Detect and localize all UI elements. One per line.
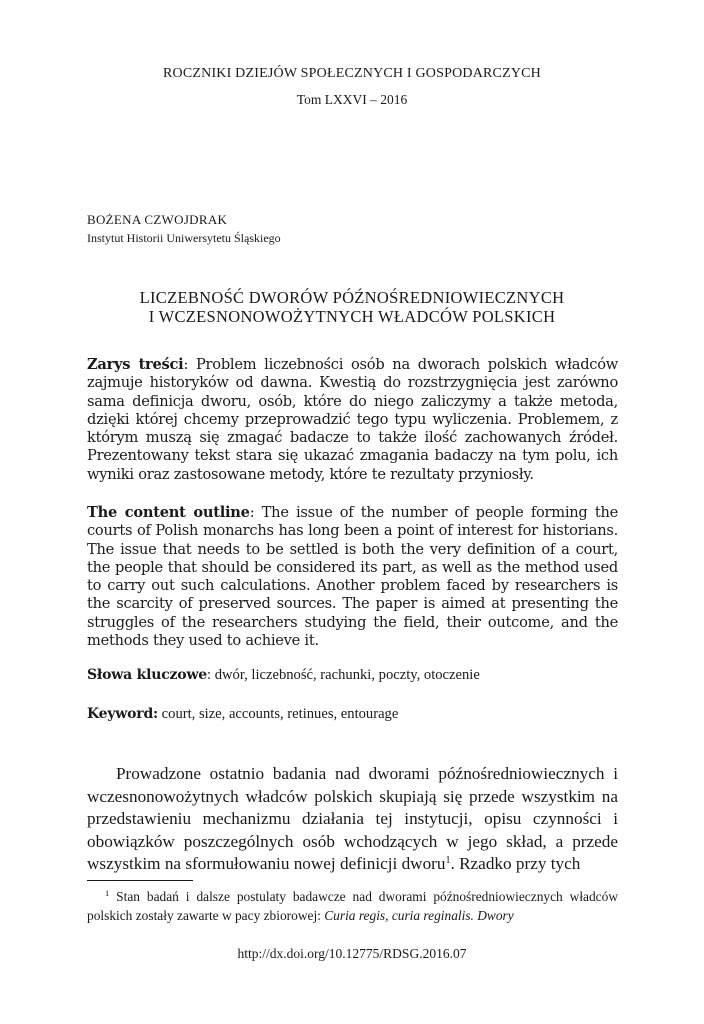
- abstract-english-label: The content outline: [87, 504, 250, 521]
- author-affiliation: Instytut Historii Uniwersytetu Śląskiego: [87, 231, 281, 245]
- abstract-polish: [87, 356, 618, 484]
- keywords-english: [87, 705, 398, 723]
- abstract-polish-text: : Problem liczebności osób na dworach polskich władców zajmuje historyków od dawna. Kwestią do rozstrzygnięcia jest zarówno sama definicja dworu, osób, które do niego zaliczymy a także metoda, dzięki której chcemy przeprowadzić tego typu wyliczenia. Problemem, z którym muszą się zmagać badacze to także ilość zachowanych źródeł. Prezentowany tekst stara się ukazać zmagania badaczy na tym polu, ich wyniki oraz zastosowane metody, które te rezultaty przyniosły.: [87, 356, 619, 483]
- body-text-continued: . Rzadko przy tych: [450, 854, 581, 874]
- body-text: Prowadzone ostatnio badania nad dworami późnośredniowiecznych i wczesnonowożytnych władców polskich skupiają się przede wszystkim na przedstawieniu mechanizmu działania tej instytucji, opisu czynności i obowiązków poszczególnych osób wchodzących w jego skład, a przede wszystkim na sformułowaniu nowej definicji dworu: [87, 764, 618, 874]
- keywords-english-text: court, size, accounts, retinues, entourage: [158, 706, 399, 722]
- article-title-line-1: LICZEBNOŚĆ DWORÓW PÓŹNOŚREDNIOWIECZNYCH: [139, 288, 565, 307]
- keywords-polish-label: Słowa kluczowe: [87, 667, 208, 683]
- footnote-text: Stan badań i dalsze postulaty badawcze nad dworami późnośredniowiecznych władców polskich zostały zawarte w pacy zbiorowej:: [87, 889, 618, 923]
- doi-link[interactable]: http://dx.doi.org/10.12775/RDSG.2016.07: [237, 946, 467, 961]
- footnote-divider: [87, 880, 193, 881]
- footnote: [87, 887, 618, 925]
- footnote-number: 1: [105, 888, 110, 898]
- footnote-reference[interactable]: 1: [445, 855, 451, 867]
- volume-info: Tom LXXVI – 2016: [296, 92, 408, 107]
- abstract-polish-label: Zarys treści: [87, 356, 184, 373]
- journal-title: ROCZNIKI DZIEJÓW SPOŁECZNYCH I GOSPODARCZYCH: [163, 66, 541, 81]
- abstract-english-text: : The issue of the number of people forming the courts of Polish monarchs has long been a point of interest for historians. The issue that needs to be settled is both the very definition of a court, the people that should be considered its part, as well as the method used to carry out such calculations. Another problem faced by researchers is the scarcity of preserved sources. The paper is aimed at presenting the struggles of the researchers studying the field, their outcome, and the methods they used to achieve it.: [87, 504, 618, 650]
- keywords-polish: [87, 666, 480, 684]
- footnote-italic-title: Curia regis, curia reginalis. Dwory: [324, 908, 514, 923]
- keywords-english-label: Keyword:: [87, 706, 159, 722]
- article-title-line-2: I WCZESNONOWOŻYTNYCH WŁADCÓW POLSKICH: [148, 307, 556, 326]
- article-title: [80, 288, 624, 326]
- keywords-polish-text: : dwór, liczebność, rachunki, poczty, otoczenie: [207, 667, 480, 683]
- abstract-english: [87, 504, 618, 650]
- body-paragraph: [87, 763, 618, 876]
- author-name: BOŻENA CZWOJDRAK: [87, 212, 228, 227]
